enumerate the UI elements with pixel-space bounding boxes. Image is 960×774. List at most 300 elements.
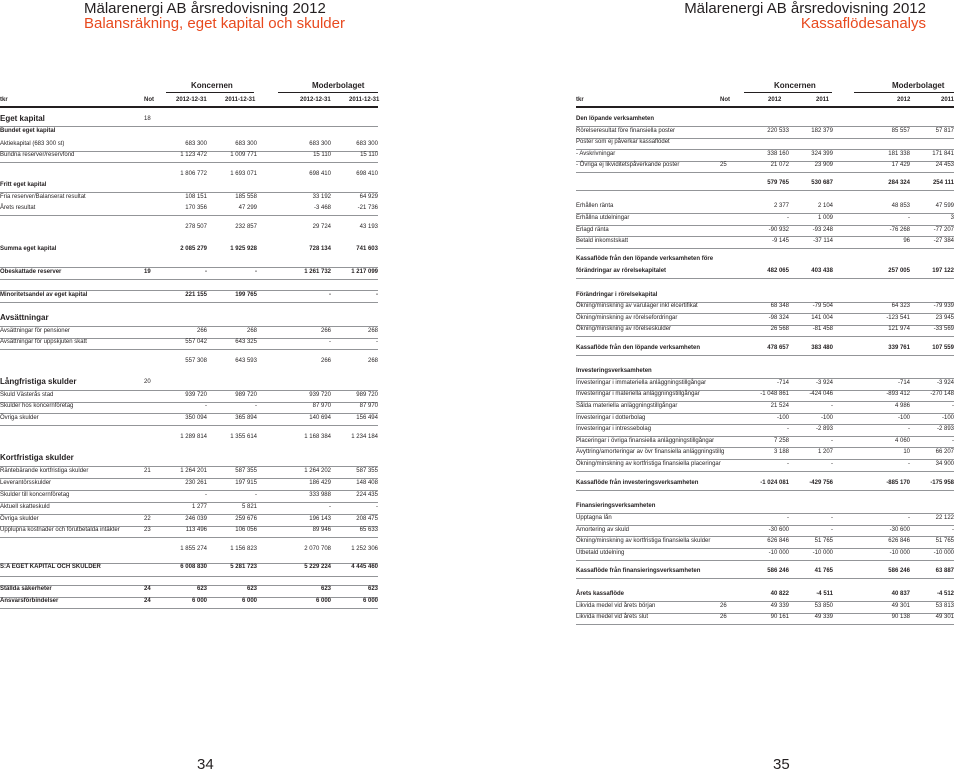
- row-value: -: [205, 269, 207, 275]
- row-value: -98 324: [768, 315, 789, 321]
- table-row: [576, 536, 954, 546]
- row-value: 1 264 201: [180, 468, 207, 474]
- row-value: 1 261 732: [304, 269, 331, 275]
- row-value: 643 593: [235, 358, 257, 364]
- row-value: 49 339: [770, 603, 789, 609]
- row-value: 208 475: [356, 516, 378, 522]
- table-row: [576, 601, 954, 611]
- row-value: -93 248: [812, 227, 833, 233]
- row-label: Fritt eget kapital: [0, 182, 47, 188]
- row-label: Ökning/minskning av varulager inkl elcertifikat: [576, 303, 698, 309]
- row-value: 5 229 224: [304, 564, 331, 570]
- row-value: 49 339: [814, 614, 833, 620]
- row-value: 1 234 184: [351, 434, 378, 440]
- row-value: 148 408: [356, 480, 378, 486]
- table-row: [576, 447, 954, 457]
- row-value: 7 258: [773, 438, 789, 444]
- row-value: 741 603: [356, 246, 378, 252]
- row-value: 1 355 614: [230, 434, 257, 440]
- row-value: 197 122: [932, 268, 954, 274]
- row-value: 989 720: [235, 392, 257, 398]
- column-header-year: 2012-12-31: [176, 97, 207, 103]
- table-row: [0, 192, 378, 202]
- row-label: Bundna reserver/reservfond: [0, 152, 75, 158]
- row-label: Ökning/minskning av kortfristiga finansiella skulder: [576, 538, 711, 544]
- row-rule: [0, 576, 378, 577]
- row-value: -: [329, 339, 331, 345]
- table-row: [576, 413, 954, 423]
- row-rule: [0, 162, 378, 163]
- row-value: 224 435: [356, 492, 378, 498]
- row-value: 623: [196, 586, 207, 592]
- column-header-tkr: tkr: [0, 97, 8, 103]
- column-header-year: 2012-12-31: [300, 97, 331, 103]
- row-label: Upptagna lån: [576, 515, 612, 521]
- row-value: 1 693 071: [230, 171, 257, 177]
- column-header-not: Not: [144, 97, 154, 103]
- table-row: [576, 343, 954, 353]
- row-label: förändringar av rörelsekapitalet: [576, 268, 667, 274]
- row-note: 25: [720, 162, 727, 168]
- row-value: 626 846: [888, 538, 910, 544]
- row-label: Avsättningar för uppskjuten skatt: [0, 339, 87, 345]
- row-value: 107 559: [932, 345, 954, 351]
- table-row: [0, 244, 378, 254]
- row-value: -76 268: [889, 227, 910, 233]
- row-value: 587 355: [235, 468, 257, 474]
- row-value: 6 000: [315, 598, 331, 604]
- row-value: -79 504: [812, 303, 833, 309]
- row-value: -100: [941, 415, 954, 421]
- row-label: Den löpande verksamheten: [576, 116, 655, 122]
- table-row: [576, 513, 954, 523]
- table-row: [0, 114, 378, 124]
- table-row: [576, 178, 954, 188]
- row-value: 40 837: [891, 591, 910, 597]
- row-rule: [0, 349, 378, 350]
- row-note: 19: [144, 269, 151, 275]
- row-label: Leverantörsskulder: [0, 480, 52, 486]
- row-value: 1 217 099: [351, 269, 378, 275]
- row-value: 171 841: [932, 151, 954, 157]
- row-label: Långfristiga skulder: [0, 377, 77, 386]
- row-value: 57 817: [935, 128, 954, 134]
- table-row: [576, 126, 954, 136]
- row-value: 365 894: [235, 415, 257, 421]
- row-value: 182 379: [811, 128, 833, 134]
- row-value: -30 600: [768, 527, 789, 533]
- row-label: Upplupna kostnader och förutbetalda intäkter: [0, 527, 120, 533]
- header-rule: [0, 106, 378, 108]
- row-value: 1 289 814: [180, 434, 207, 440]
- row-value: 221 155: [185, 292, 207, 298]
- column-header-year: 2011: [816, 97, 830, 103]
- row-value: 557 042: [185, 339, 207, 345]
- row-value: 1 009 771: [230, 152, 257, 158]
- row-value: -429 756: [809, 480, 833, 486]
- row-label: Skulder hos koncernföretag: [0, 403, 74, 409]
- row-value: 186 429: [309, 480, 331, 486]
- row-value: 64 929: [359, 194, 378, 200]
- table-row: [0, 544, 378, 554]
- row-label: Förändringar i rörelsekapital: [576, 292, 658, 298]
- row-value: 113 496: [185, 527, 207, 533]
- table-row: [0, 180, 378, 190]
- row-value: 579 765: [767, 180, 789, 186]
- table-row: [0, 337, 378, 347]
- row-value: -270 148: [930, 391, 954, 397]
- table-row: [576, 313, 954, 323]
- row-value: -27 384: [933, 238, 954, 244]
- column-header-year: 2011: [941, 97, 955, 103]
- row-label: Erhållna utdelningar: [576, 215, 630, 221]
- row-value: 87 970: [312, 403, 331, 409]
- row-value: 185 558: [235, 194, 257, 200]
- row-rule: [576, 248, 954, 249]
- row-label: Övriga skulder: [0, 415, 39, 421]
- row-label: Kassaflöde från finansieringsverksamheten: [576, 568, 701, 574]
- row-note: 24: [144, 586, 151, 592]
- row-value: 68 348: [770, 303, 789, 309]
- table-row: [0, 502, 378, 512]
- row-value: -2 893: [815, 426, 833, 432]
- row-label: Övriga skulder: [0, 516, 39, 522]
- table-row: [0, 150, 378, 160]
- row-label: Skuld Västerås stad: [0, 392, 54, 398]
- row-label: Ökning/minskning av rörelseskulder: [576, 326, 672, 332]
- row-value: 266: [196, 328, 207, 334]
- row-value: -10 000: [889, 550, 910, 556]
- row-value: 698 410: [356, 171, 378, 177]
- row-value: -424 046: [809, 391, 833, 397]
- row-value: 47 599: [935, 203, 954, 209]
- row-value: 53 813: [935, 603, 954, 609]
- row-value: 90 161: [770, 614, 789, 620]
- page-subtitle: Kassaflödesanalys: [800, 15, 926, 32]
- row-value: -2 893: [936, 426, 954, 432]
- row-value: -10 000: [768, 550, 789, 556]
- group-underline: [278, 92, 378, 93]
- row-label: Minoritetsandel av eget kapital: [0, 292, 88, 298]
- row-label: Investeringsverksamheten: [576, 368, 652, 374]
- row-label: Amortering av skuld: [576, 527, 630, 533]
- row-value: 268: [246, 328, 257, 334]
- row-value: 199 765: [235, 292, 257, 298]
- row-rule: [576, 490, 954, 491]
- row-value: 24 453: [935, 162, 954, 168]
- column-header-year: 2011-12-31: [225, 97, 256, 103]
- row-value: 29 724: [312, 224, 331, 230]
- row-label: Investeringar i intressebolag: [576, 426, 652, 432]
- row-value: 383 480: [811, 345, 833, 351]
- row-value: -: [908, 461, 910, 467]
- row-label: Aktiekapital (683 300 st): [0, 141, 65, 147]
- row-value: 4 445 460: [351, 564, 378, 570]
- row-value: 683 300: [309, 141, 331, 147]
- row-value: 66 207: [935, 449, 954, 455]
- row-value: 63 887: [935, 568, 954, 574]
- row-note: 21: [144, 468, 151, 474]
- cash-flow-page: [480, 0, 960, 774]
- row-value: 5 821: [241, 504, 257, 510]
- table-row: [0, 139, 378, 149]
- table-row: [576, 114, 954, 124]
- table-row: [576, 236, 954, 246]
- row-label: Likvida medel vid årets slut: [576, 614, 649, 620]
- table-row: [576, 389, 954, 399]
- row-value: -: [952, 403, 954, 409]
- row-value: 1 207: [817, 449, 833, 455]
- row-value: 1 156 823: [230, 546, 257, 552]
- row-value: 1 123 472: [180, 152, 207, 158]
- row-value: -100: [897, 415, 910, 421]
- row-value: -: [831, 403, 833, 409]
- table-row: [576, 501, 954, 511]
- row-value: 339 761: [888, 345, 910, 351]
- row-value: -9 145: [771, 238, 789, 244]
- row-value: 478 657: [767, 345, 789, 351]
- group-header-moderbolaget: Moderbolaget: [892, 81, 945, 90]
- table-row: [576, 213, 954, 223]
- row-value: 15 110: [360, 152, 378, 158]
- row-value: 34 900: [935, 461, 954, 467]
- row-label: Räntebärande kortfristiga skulder: [0, 468, 89, 474]
- header-rule: [576, 106, 954, 108]
- row-label: Erlagd ränta: [576, 227, 609, 233]
- row-value: 6 000: [191, 598, 207, 604]
- table-row: [576, 548, 954, 558]
- row-value: 683 300: [356, 141, 378, 147]
- row-value: -: [952, 527, 954, 533]
- table-row: [0, 290, 378, 300]
- row-note: 18: [144, 116, 151, 122]
- row-value: 48 853: [891, 203, 910, 209]
- row-value: -: [329, 292, 331, 298]
- row-value: 623: [367, 586, 378, 592]
- row-value: 232 857: [235, 224, 257, 230]
- table-row: [576, 366, 954, 376]
- row-value: 90 138: [891, 614, 910, 620]
- row-value: -10 000: [933, 550, 954, 556]
- row-value: 338 160: [767, 151, 789, 157]
- row-value: -: [908, 215, 910, 221]
- row-rule: [0, 537, 378, 538]
- table-row: [0, 222, 378, 232]
- row-rule: [0, 302, 378, 303]
- row-value: 1 806 772: [180, 171, 207, 177]
- table-row: [0, 453, 378, 463]
- row-label: Obeskattade reserver: [0, 269, 62, 275]
- row-rule: [0, 279, 378, 280]
- row-value: 47 299: [238, 205, 257, 211]
- row-value: 586 246: [767, 568, 789, 574]
- row-value: 259 676: [235, 516, 257, 522]
- row-value: 21 072: [770, 162, 789, 168]
- table-row: [576, 201, 954, 211]
- row-value: 350 094: [185, 415, 207, 421]
- page-title: Mälarenergi AB årsredovisning 2012: [684, 0, 926, 17]
- row-note: 26: [720, 614, 727, 620]
- row-value: 6 008 830: [180, 564, 207, 570]
- row-value: -: [376, 339, 378, 345]
- row-label: Poster som ej påverkar kassaflödet: [576, 139, 670, 145]
- row-label: Ansvarsförbindelser: [0, 598, 59, 604]
- row-value: 1 925 928: [230, 246, 257, 252]
- row-value: 1 855 274: [180, 546, 207, 552]
- row-value: 85 557: [891, 128, 910, 134]
- row-value: -10 000: [812, 550, 833, 556]
- row-value: 196 143: [309, 516, 331, 522]
- table-row: [0, 562, 378, 572]
- row-value: 10: [903, 449, 910, 455]
- table-row: [576, 149, 954, 159]
- row-value: -123 541: [886, 315, 910, 321]
- row-label: Årets resultat: [0, 205, 36, 211]
- row-label: Eget kapital: [0, 114, 45, 123]
- table-row: [0, 401, 378, 411]
- row-label: Ökning/minskning av kortfristiga finansiella placeringar: [576, 461, 721, 467]
- table-row: [0, 478, 378, 488]
- row-value: 266: [320, 358, 331, 364]
- row-value: 181 338: [888, 151, 910, 157]
- table-row: [576, 589, 954, 599]
- group-underline: [166, 92, 254, 93]
- row-label: - Övriga ej likviditetspåverkande poster: [576, 162, 680, 168]
- row-value: 15 110: [313, 152, 331, 158]
- row-value: -175 958: [930, 480, 954, 486]
- row-value: -33 569: [933, 326, 954, 332]
- row-value: 626 846: [767, 538, 789, 544]
- row-value: -: [831, 438, 833, 444]
- row-value: -4 511: [816, 591, 833, 597]
- row-value: 64 323: [891, 303, 910, 309]
- row-label: Summa eget kapital: [0, 246, 57, 252]
- row-value: 87 970: [359, 403, 378, 409]
- table-row: [576, 566, 954, 576]
- table-row: [576, 424, 954, 434]
- row-rule: [576, 560, 954, 561]
- row-label: Investeringar i immateriella anläggningstillgångar: [576, 380, 707, 386]
- row-value: 197 915: [235, 480, 257, 486]
- row-value: 51 765: [814, 538, 833, 544]
- row-value: 89 946: [312, 527, 331, 533]
- row-value: 482 065: [767, 268, 789, 274]
- row-label: Investeringar i materiella anläggningstillgångar: [576, 391, 700, 397]
- row-value: 121 974: [888, 326, 910, 332]
- row-label: Aktuell skatteskuld: [0, 504, 50, 510]
- row-value: -: [787, 461, 789, 467]
- row-value: -: [908, 515, 910, 521]
- row-value: -: [376, 292, 378, 298]
- row-rule: [576, 355, 954, 356]
- row-value: -: [787, 215, 789, 221]
- table-row: [0, 413, 378, 423]
- row-value: 96: [903, 238, 910, 244]
- row-value: 1 264 202: [304, 468, 331, 474]
- table-row: [0, 490, 378, 500]
- row-value: -77 207: [933, 227, 954, 233]
- row-value: 26 568: [770, 326, 789, 332]
- table-row: [0, 432, 378, 442]
- row-label: Avsättningar: [0, 313, 49, 322]
- page-subtitle: Balansräkning, eget kapital och skulder: [84, 15, 345, 32]
- row-value: -90 932: [768, 227, 789, 233]
- table-row: [576, 478, 954, 488]
- table-row: [0, 203, 378, 213]
- row-label: Fria reserver/Balanserat resultat: [0, 194, 86, 200]
- row-value: -885 170: [886, 480, 910, 486]
- row-rule: [0, 425, 378, 426]
- row-rule: [576, 172, 954, 173]
- group-header-koncernen: Koncernen: [191, 81, 233, 90]
- row-value: 587 355: [356, 468, 378, 474]
- row-value: 23 909: [814, 162, 833, 168]
- table-row: [0, 466, 378, 476]
- row-value: 21 524: [770, 403, 789, 409]
- row-value: 403 438: [811, 268, 833, 274]
- row-value: -37 114: [813, 238, 833, 244]
- page-number: 35: [773, 756, 790, 773]
- table-row: [576, 290, 954, 300]
- column-header-year: 2011-12-31: [349, 97, 380, 103]
- row-value: -3 924: [815, 380, 833, 386]
- row-value: -: [831, 515, 833, 521]
- row-value: 3 188: [773, 449, 789, 455]
- row-value: 254 111: [932, 180, 954, 186]
- row-value: 6 000: [362, 598, 378, 604]
- column-header-not: Not: [720, 97, 730, 103]
- group-underline: [854, 92, 954, 93]
- row-value: -3 924: [936, 380, 954, 386]
- row-label: Ökning/minskning av rörelsefordringar: [576, 315, 678, 321]
- row-value: 33 192: [312, 194, 331, 200]
- row-value: -3 468: [313, 205, 331, 211]
- row-value: 278 507: [185, 224, 207, 230]
- row-value: 17 429: [891, 162, 910, 168]
- row-value: 22 122: [935, 515, 954, 521]
- row-value: 4 060: [894, 438, 910, 444]
- row-value: 2 377: [773, 203, 789, 209]
- table-row: [576, 525, 954, 535]
- row-value: 268: [367, 358, 378, 364]
- row-value: 65 633: [359, 527, 378, 533]
- row-value: 939 720: [185, 392, 207, 398]
- row-value: 170 356: [185, 205, 207, 211]
- row-note: 20: [144, 379, 151, 385]
- row-value: 939 720: [309, 392, 331, 398]
- row-label: Årets kassaflöde: [576, 591, 625, 597]
- table-row: [0, 514, 378, 524]
- group-underline: [744, 92, 832, 93]
- row-value: 220 533: [767, 128, 789, 134]
- row-value: 557 308: [185, 358, 207, 364]
- row-value: 698 410: [309, 171, 331, 177]
- row-value: 156 494: [356, 415, 378, 421]
- row-value: 2 070 708: [304, 546, 331, 552]
- row-rule: [576, 578, 954, 579]
- page-title: Mälarenergi AB årsredovisning 2012: [84, 0, 326, 17]
- row-value: 53 850: [814, 603, 833, 609]
- row-value: -100: [776, 415, 789, 421]
- row-rule: [0, 215, 378, 216]
- row-value: 141 004: [811, 315, 833, 321]
- row-value: 530 687: [811, 180, 833, 186]
- column-header-year: 2012: [768, 97, 782, 103]
- row-label: Skulder till koncernföretag: [0, 492, 70, 498]
- row-label: Rörelseresultat före finansiella poster: [576, 128, 676, 134]
- row-value: 3: [950, 215, 954, 221]
- row-label: Erhållen ränta: [576, 203, 614, 209]
